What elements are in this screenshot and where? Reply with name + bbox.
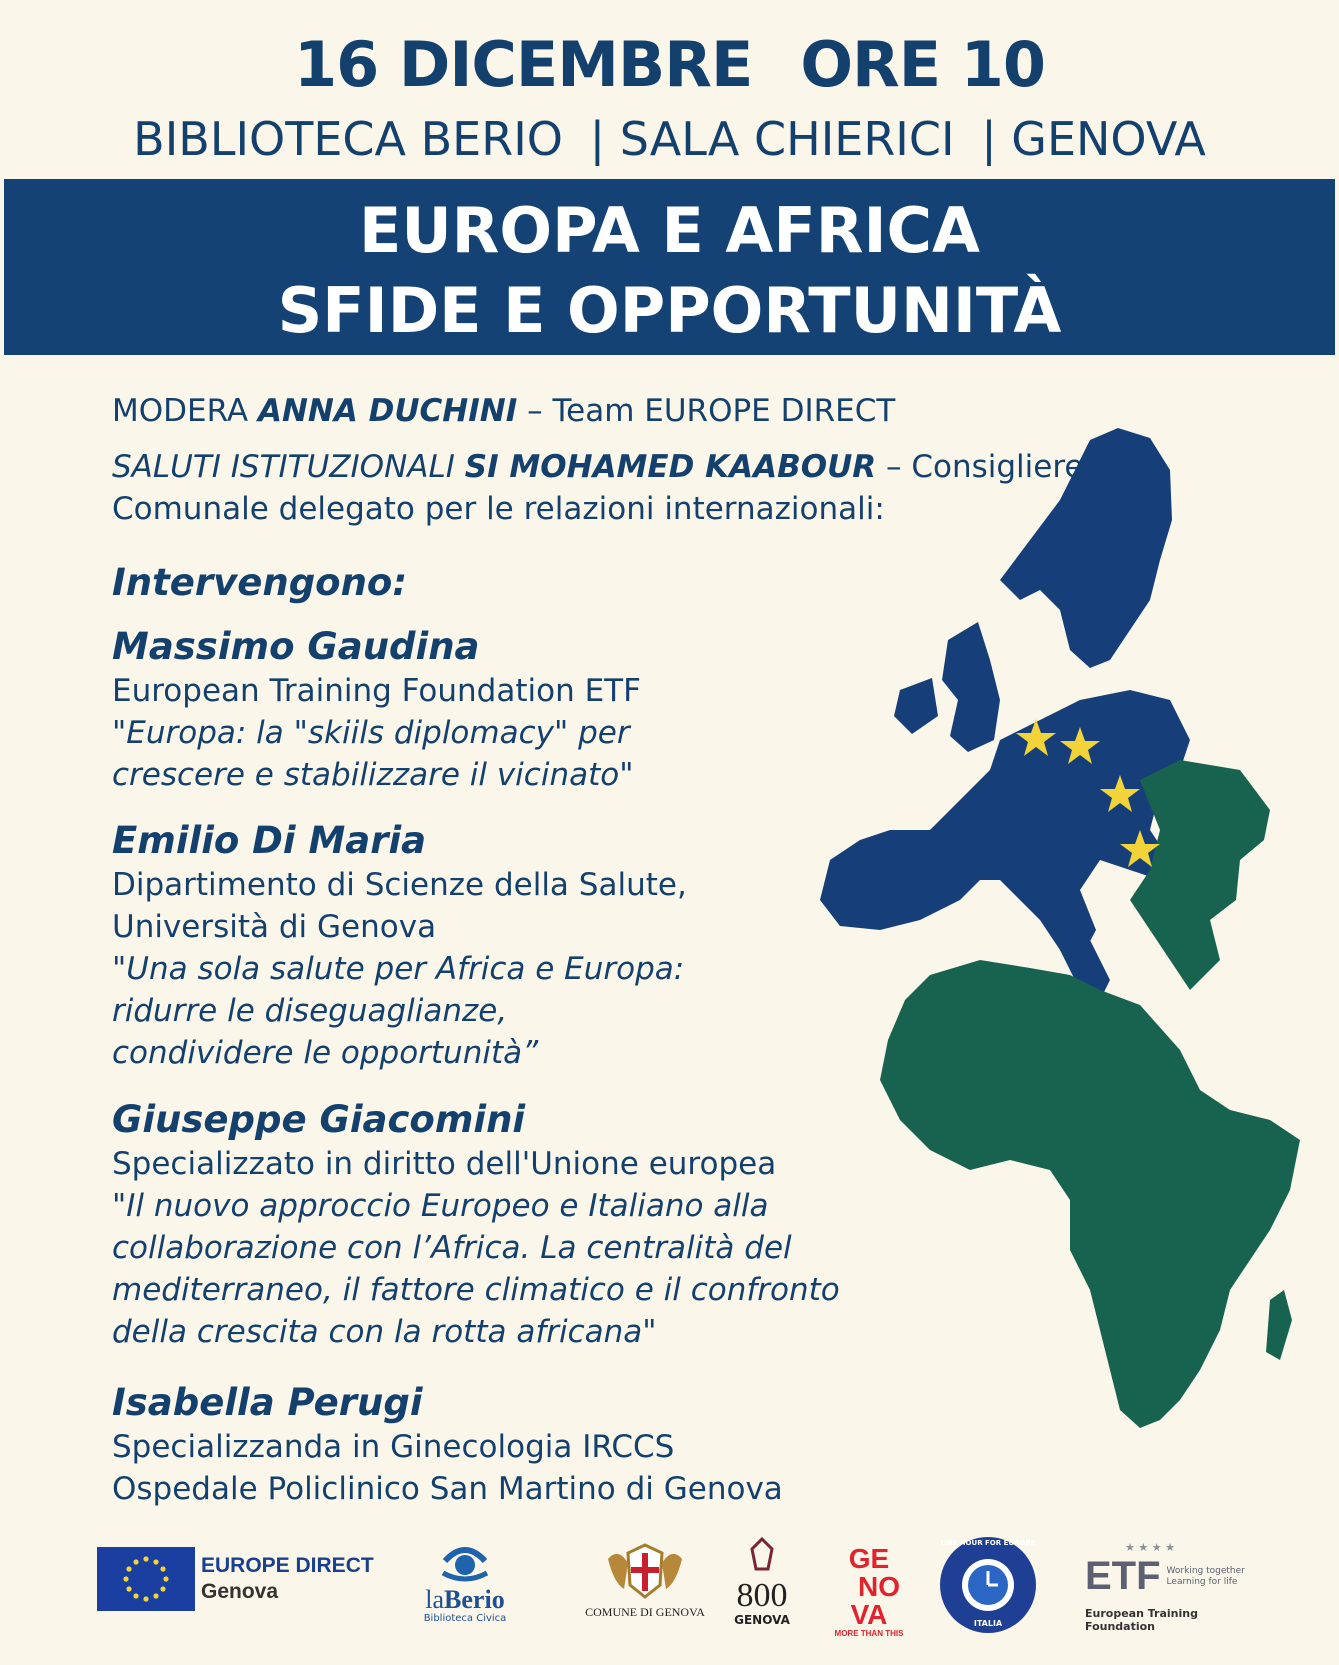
- speaker-talk: mediterraneo, il fattore climatico e il confronto: [112, 1272, 840, 1308]
- venue-city: | GENOVA: [981, 112, 1206, 166]
- greetings-role-line1: – Consigliere: [876, 449, 1084, 485]
- speaker-name: Isabella Perugi: [112, 1381, 423, 1424]
- etf-stars-icon: ★ ★ ★ ★: [1125, 1541, 1175, 1554]
- etf-logo: [1085, 1541, 1245, 1633]
- moderator-role: – Team EUROPE DIRECT: [517, 393, 896, 429]
- etf-tag1: Working together: [1166, 1565, 1245, 1576]
- one-hour-top: ONE HOUR FOR EUROPE: [940, 1539, 1036, 1547]
- greetings-block: [112, 446, 1083, 530]
- eye-icon: [435, 1535, 495, 1583]
- genova-brand-logo: [826, 1545, 912, 1638]
- lantern-icon: [742, 1535, 782, 1575]
- greetings-name: SI MOHAMED KAABOUR: [464, 449, 877, 485]
- sponsor-logos: [0, 1535, 1339, 1655]
- berio-logo: [410, 1535, 520, 1624]
- moderator-name: ANNA DUCHINI: [257, 393, 518, 429]
- event-date: 16 DICEMBRE: [294, 28, 753, 101]
- moderator-prefix: MODERA: [112, 393, 249, 429]
- genova-800-number: 800: [736, 1577, 788, 1614]
- speaker-talk: "Europa: la "skiils diplomacy" per: [112, 715, 630, 751]
- speaker-block-4: [112, 1380, 783, 1510]
- map-africa: [880, 960, 1300, 1428]
- speaker-block-3: [112, 1097, 840, 1353]
- event-date-time: [0, 28, 1339, 101]
- map-ireland: [894, 678, 938, 734]
- genova-brand-l2: NO: [858, 1571, 900, 1602]
- greetings-role-line2: Comunale delegato per le relazioni internazionali:: [112, 491, 885, 527]
- genova-brand-l3: VA: [850, 1599, 888, 1630]
- berio-la: la: [425, 1585, 445, 1614]
- etf-tag2: Learning for life: [1166, 1576, 1238, 1587]
- one-hour-bottom: ITALIA: [973, 1619, 1003, 1628]
- speakers-heading-text: Intervengono:: [112, 561, 408, 604]
- speaker-block-2: [112, 818, 687, 1074]
- map-balkans: [1130, 760, 1270, 990]
- event-time: ORE 10: [800, 28, 1045, 101]
- europe-direct-text: EUROPE DIRECT: [201, 1554, 374, 1577]
- genova-800-label: GENOVA: [734, 1613, 790, 1627]
- speaker-name: Massimo Gaudina: [112, 625, 480, 668]
- speaker-affiliation: Dipartimento di Scienze della Salute,: [112, 867, 687, 903]
- greetings-line1: [112, 446, 1083, 488]
- map-madagascar: [1266, 1290, 1292, 1360]
- europe-direct-city: Genova: [201, 1580, 279, 1603]
- speaker-block-1: [112, 624, 641, 796]
- etf-abbr: ETF: [1085, 1554, 1161, 1598]
- speaker-affiliation: Specializzanda in Ginecologia IRCCS: [112, 1429, 675, 1465]
- speaker-talk: "Una sola salute per Africa e Europa:: [112, 951, 685, 987]
- speaker-talk: crescere e stabilizzare il vicinato": [112, 757, 634, 793]
- europe-direct-logo: [97, 1547, 374, 1615]
- etf-full: European Training Foundation: [1085, 1607, 1198, 1633]
- speaker-affiliation: Specializzato in diritto dell'Unione europea: [112, 1146, 777, 1182]
- comune-genova-logo: [580, 1539, 710, 1620]
- europe-africa-map: [790, 420, 1310, 1430]
- map-continent: [820, 690, 1190, 960]
- speaker-talk: della crescita con la rotta africana": [112, 1314, 657, 1350]
- map-british-isles: [942, 622, 1000, 752]
- greetings-prefix: SALUTI ISTITUZIONALI: [112, 449, 455, 485]
- speaker-affiliation: Ospedale Policlinico San Martino di Genova: [112, 1471, 783, 1507]
- speaker-name: Emilio Di Maria: [112, 819, 427, 862]
- event-title-line1: EUROPA E AFRICA: [358, 194, 981, 267]
- one-hour-for-europe-logo: [938, 1535, 1038, 1635]
- speaker-affiliation: Università di Genova: [112, 909, 437, 945]
- speaker-affiliation: European Training Foundation ETF: [112, 673, 641, 709]
- speaker-name: Giuseppe Giacomini: [112, 1098, 526, 1141]
- speaker-talk: "Il nuovo approccio Europeo e Italiano alla: [112, 1188, 769, 1224]
- speaker-talk: ridurre le diseguaglianze,: [112, 993, 508, 1029]
- venue-library: BIBLIOTECA BERIO: [133, 112, 563, 166]
- speaker-talk: condividere le opportunità”: [112, 1035, 539, 1071]
- comune-label: COMUNE DI GENOVA: [585, 1605, 705, 1619]
- event-title-line2: SFIDE E OPPORTUNITÀ: [277, 274, 1062, 347]
- event-title-banner: [4, 179, 1335, 355]
- speaker-talk: collaborazione con l’Africa. La centralità del: [112, 1230, 792, 1266]
- eu-flag-icon: [97, 1547, 195, 1611]
- genova-800-logo: [726, 1535, 798, 1627]
- event-venue: [0, 112, 1339, 166]
- coat-of-arms-icon: [600, 1539, 690, 1601]
- genova-brand-l1: GE: [848, 1543, 890, 1574]
- genova-brand-tag: MORE THAN THIS: [834, 1629, 904, 1638]
- berio-name: Berio: [444, 1585, 505, 1614]
- venue-room: | SALA CHIERICI: [589, 112, 955, 166]
- berio-sub: Biblioteca Civica: [423, 1613, 507, 1624]
- moderator-line: [112, 390, 895, 432]
- speakers-heading: [112, 560, 407, 606]
